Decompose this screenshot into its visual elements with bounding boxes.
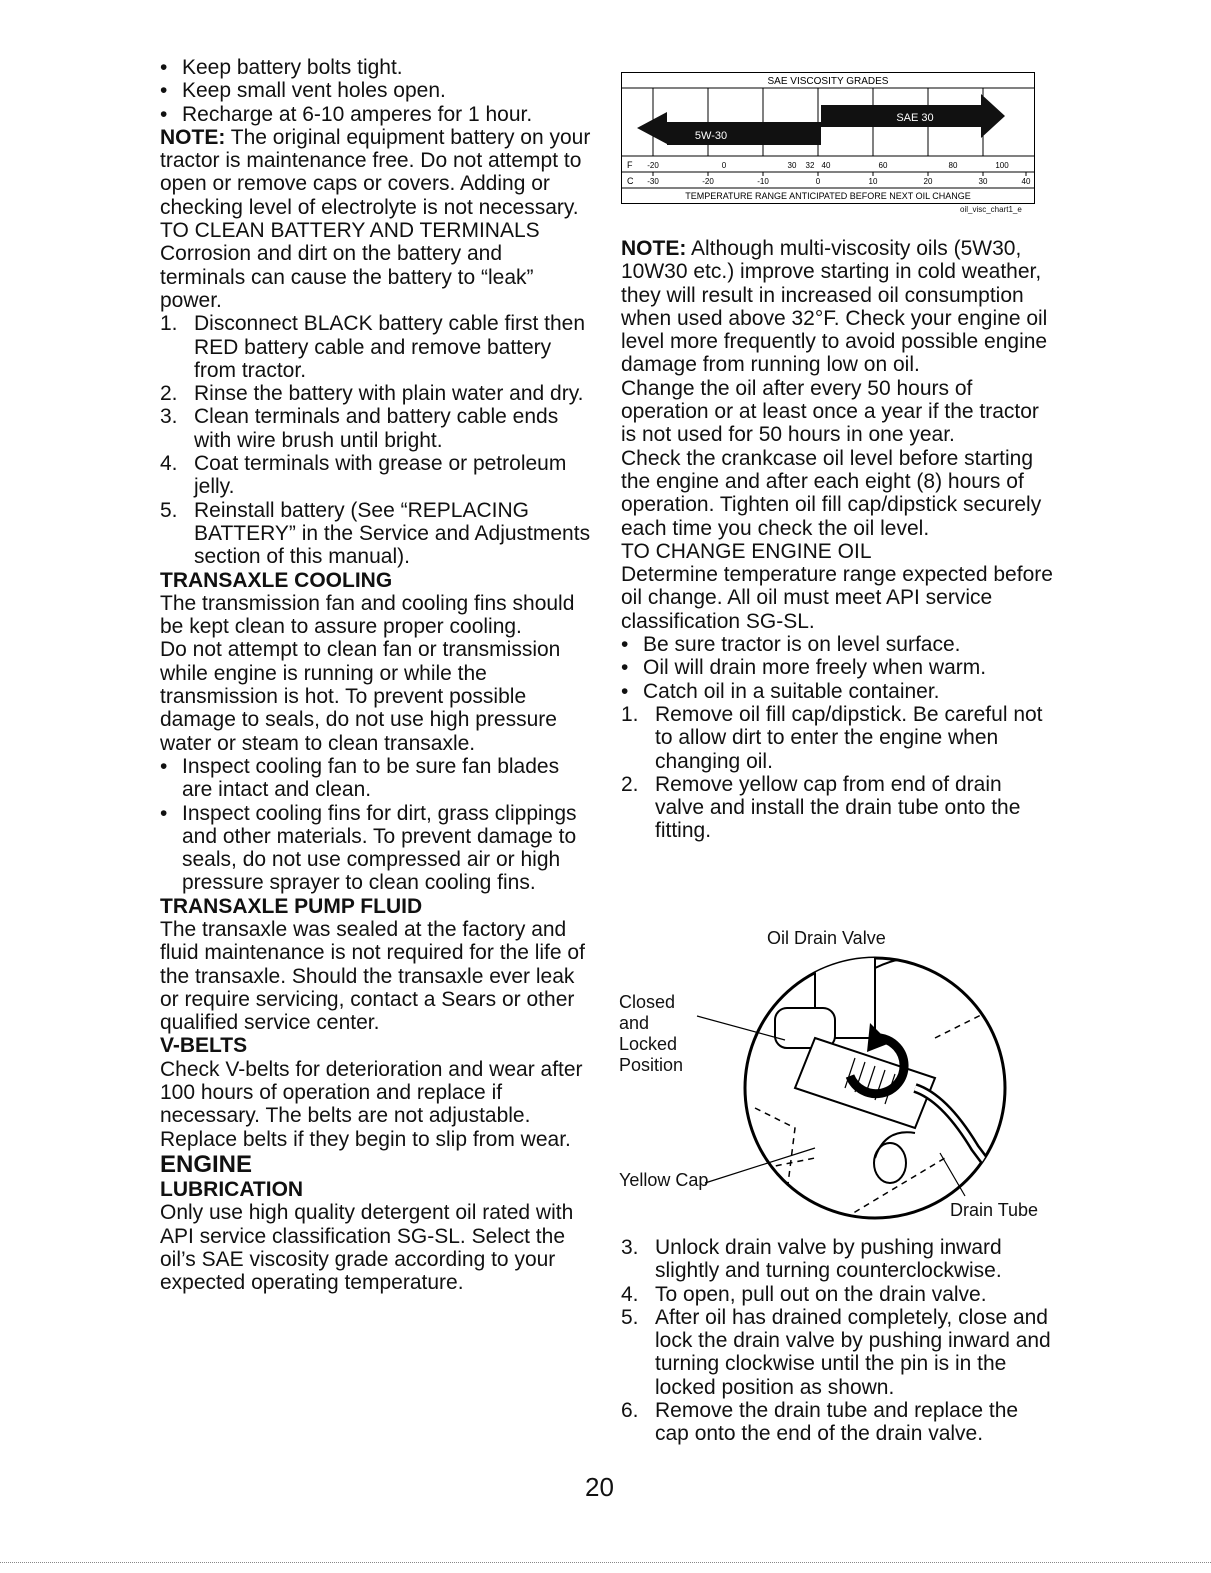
- f-axis-label: F: [627, 160, 633, 170]
- paragraph: Check V-belts for deterioration and wear after 100 hours of operation and replace if necessary. The belts are not adjustable. Replace belts if they begin to slip from wear.: [160, 1057, 583, 1151]
- paragraph: Check the crankcase oil level before starting the engine and after each eight (8) hours of operation. Tighten oil fill cap/dipstick securely each time you check the oil level.: [621, 446, 1042, 540]
- bullet-item: • Inspect cooling fins for dirt, grass clippings and other materials. To prevent damage to seals, do not use compressed air or high pressure sprayer to clean cooling fins.: [160, 802, 592, 895]
- page-number: 20: [585, 1472, 614, 1502]
- list-item: 5. After oil has drained completely, close and lock the drain valve by pushing inward and turning clockwise until the pin is in the locked position as shown.: [621, 1305, 1051, 1399]
- list-item: 2. Rinse the battery with plain water and dry.: [160, 382, 584, 406]
- chart-code: oil_visc_chart1_e: [960, 205, 1022, 214]
- list-item: 3. Unlock drain valve by pushing inward slightly and turning counterclockwise.: [621, 1236, 1002, 1283]
- note-text: Although multi-viscosity oils (5W30, 10W30 etc.) improve starting in cold weather, they will result in increased oil consumption when used above 32°F. Check your engine oil level more frequently to avoid possible engine damage from running low on oil.: [621, 237, 1048, 377]
- c-tick: 30: [978, 177, 988, 186]
- right-column-steps: [621, 1236, 1053, 1446]
- list-item: 1. Disconnect BLACK battery cable first then RED battery cable and remove battery from tractor.: [160, 312, 586, 382]
- f-tick: 100: [995, 161, 1009, 170]
- f-tick: -20: [647, 161, 659, 170]
- chart-caption: TEMPERATURE RANGE ANTICIPATED BEFORE NEXT OIL CHANGE: [685, 191, 971, 201]
- oil-note: [621, 237, 1053, 377]
- f-tick: 0: [721, 161, 727, 170]
- pump-fluid-heading: TRANSAXLE PUMP FLUID: [160, 894, 423, 918]
- drain-tube-label: Drain Tube: [950, 1200, 1039, 1220]
- c-tick: -20: [702, 177, 714, 186]
- paragraph: Do not attempt to clean fan or transmission while engine is running or while the transmission is hot. To prevent possible damage to seals, do not use high pressure water or steam to clean transaxle.: [160, 638, 561, 755]
- clean-heading: TO CLEAN BATTERY AND TERMINALS: [160, 219, 540, 243]
- change-oil-heading: TO CHANGE ENGINE OIL: [621, 539, 872, 563]
- f-tick: 32: [805, 161, 815, 170]
- bullet-item: • Inspect cooling fan to be sure fan blades are intact and clean.: [160, 755, 592, 802]
- list-item: 4. To open, pull out on the drain valve.: [621, 1282, 987, 1306]
- c-tick: -30: [647, 177, 659, 186]
- bullet-item: • Recharge at 6-10 amperes for 1 hour.: [160, 103, 592, 126]
- yellow-cap-label: Yellow Cap: [619, 1170, 709, 1190]
- list-item: 5. Reinstall battery (See “REPLACING BATTERY” in the Service and Adjustments section of this manual).: [160, 498, 591, 569]
- bullet-item: • Catch oil in a suitable container.: [621, 680, 1053, 703]
- oil-drain-valve-figure: [615, 928, 1055, 1228]
- figure-title: Oil Drain Valve: [767, 928, 886, 948]
- c-axis-label: C: [627, 176, 634, 186]
- footer-rule: [0, 1562, 1211, 1563]
- bullet-item: • Be sure tractor is on level surface.: [621, 633, 1053, 656]
- note-label: NOTE:: [160, 125, 226, 149]
- bullet-item: • Oil will drain more freely when warm.: [621, 656, 1053, 679]
- f-tick: 60: [878, 161, 888, 170]
- f-tick: 80: [948, 161, 958, 170]
- list-item: 6. Remove the drain tube and replace the cap onto the end of the drain valve.: [621, 1399, 1019, 1446]
- chart-title: SAE VISCOSITY GRADES: [767, 76, 889, 87]
- c-tick: 0: [815, 177, 821, 186]
- list-item: 1. Remove oil fill cap/dipstick. Be careful not to allow dirt to enter the engine when changing oil.: [621, 702, 1043, 773]
- note-text: The original equipment battery on your tractor is maintenance free. Do not attempt to open or remove caps or covers. Adding or checking level of electrolyte is not necessary.: [160, 125, 591, 219]
- vbelts-heading: V-BELTS: [160, 1034, 248, 1058]
- bullet-item: • Keep battery bolts tight.: [160, 56, 592, 79]
- note-label: NOTE:: [621, 237, 687, 260]
- list-item: 3. Clean terminals and battery cable ends with wire brush until bright.: [160, 405, 559, 452]
- paragraph: Determine temperature range expected before oil change. All oil must meet API service classification SG-SL.: [621, 563, 1053, 633]
- drain-valve-illustration: [615, 928, 1055, 1228]
- paragraph: The transaxle was sealed at the factory and fluid maintenance is not required for the life of the transaxle. Should the transaxle ever leak or require servicing, contact a Sears or other qualified service center.: [160, 917, 585, 1035]
- battery-note: [160, 126, 592, 219]
- band-sae30-label: SAE 30: [896, 112, 934, 124]
- list-item: 4. Coat terminals with grease or petroleum jelly.: [160, 452, 567, 499]
- closed-locked-label: Closed and Locked Position: [619, 992, 684, 1075]
- c-tick: 20: [923, 177, 933, 186]
- paragraph: The transmission fan and cooling fins should be kept clean to assure proper cooling.: [160, 591, 575, 639]
- list-item: 2. Remove yellow cap from end of drain valve and install the drain tube onto the fitting.: [621, 772, 1021, 843]
- c-tick: -10: [757, 177, 769, 186]
- f-tick: 30: [787, 161, 797, 170]
- left-column: [160, 56, 592, 1294]
- right-column: [621, 237, 1053, 843]
- bullet-item: • Keep small vent holes open.: [160, 79, 592, 102]
- transaxle-cooling-heading: TRANSAXLE COOLING: [160, 568, 393, 592]
- paragraph: Change the oil after every 50 hours of operation or at least once a year if the tractor is not used for 50 hours in one year.: [621, 376, 1039, 447]
- c-tick: 10: [868, 177, 878, 186]
- band-5w30-label: 5W-30: [694, 130, 728, 142]
- engine-heading: ENGINE: [160, 1150, 253, 1178]
- paragraph: Only use high quality detergent oil rated with API service classification SG-SL. Select the oil’s SAE viscosity grade according to your expected operating temperature.: [160, 1201, 574, 1295]
- c-tick: 40: [1021, 177, 1031, 186]
- viscosity-chart: [621, 72, 1035, 204]
- lubrication-heading: LUBRICATION: [160, 1177, 304, 1201]
- f-tick: 40: [821, 161, 831, 170]
- clean-intro: Corrosion and dirt on the battery and terminals can cause the battery to “leak” power.: [160, 242, 534, 312]
